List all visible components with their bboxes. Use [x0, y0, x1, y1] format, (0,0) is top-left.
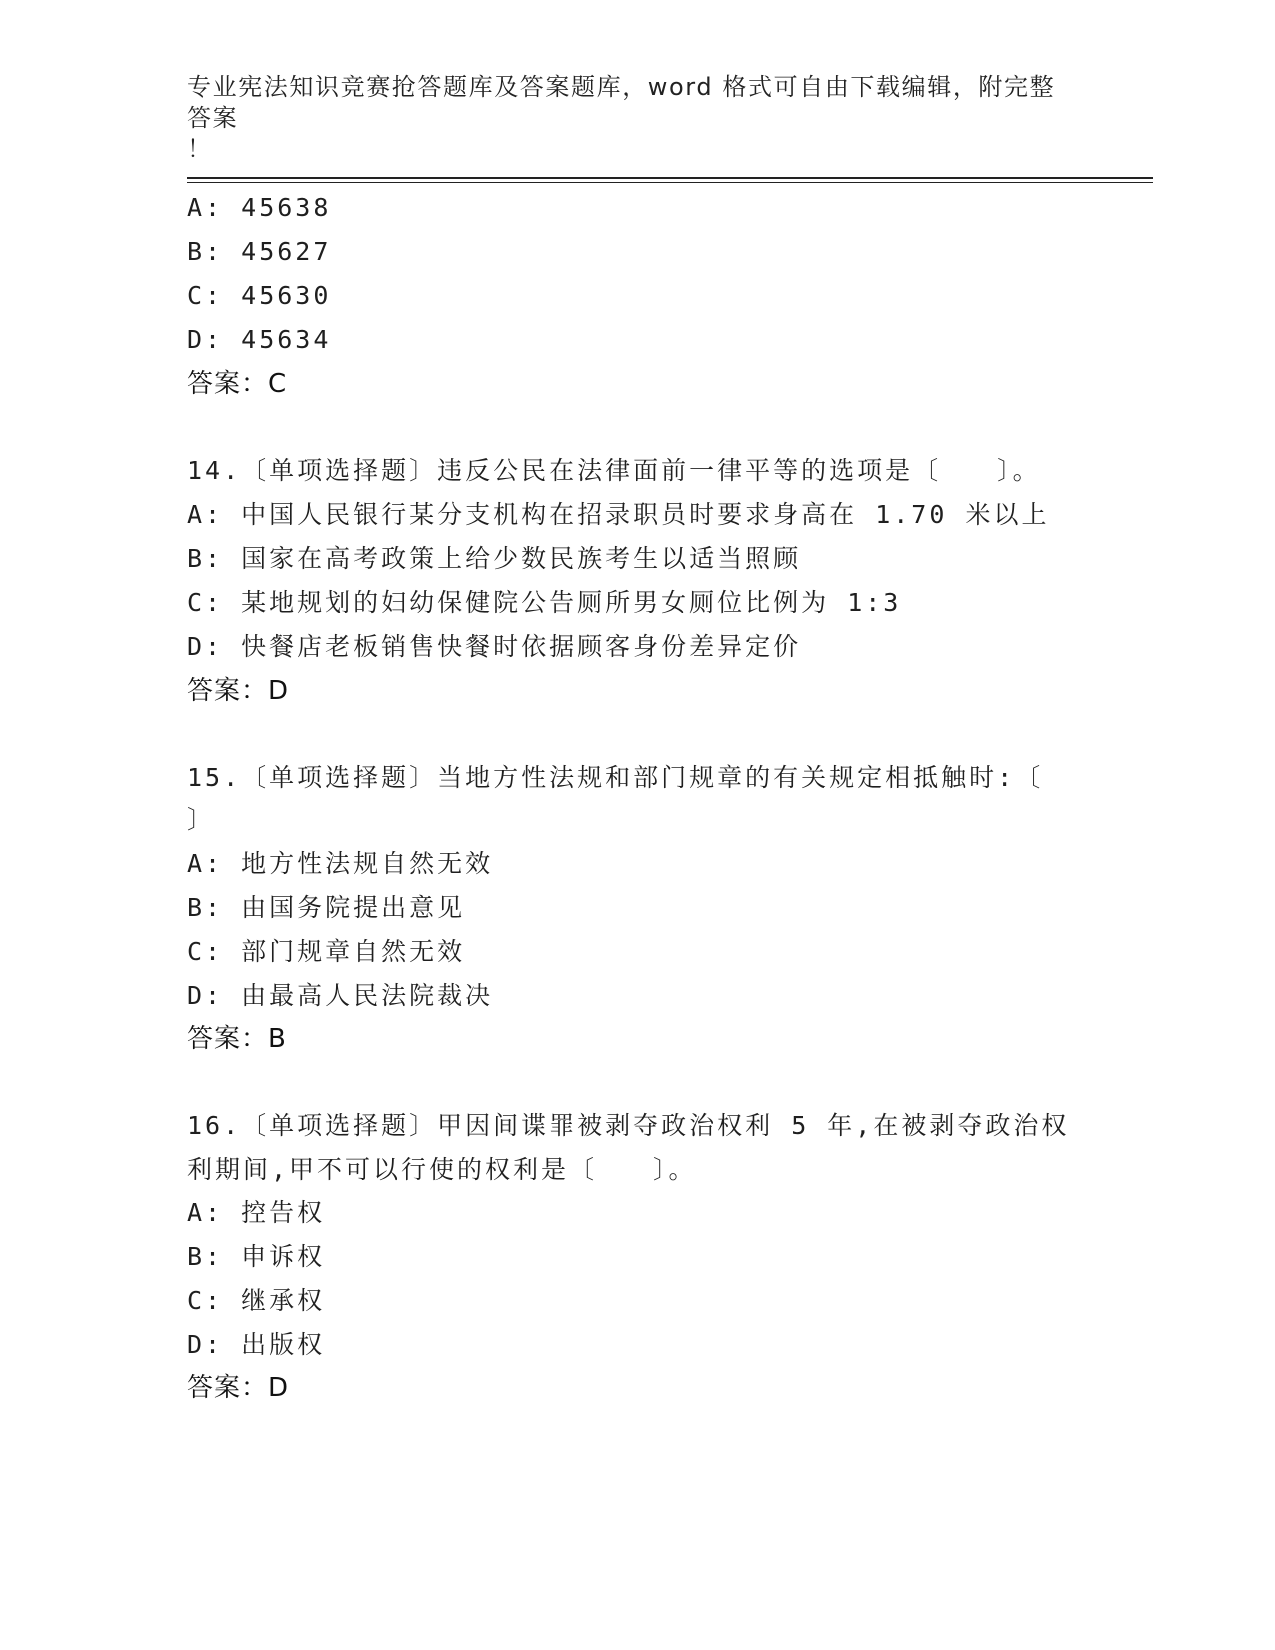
q15-option-b: B: 由国务院提出意见 [187, 893, 466, 922]
q16-answer: 答案：D [187, 1373, 290, 1403]
q13-option-a: A: 45638 [187, 193, 332, 222]
q15-answer: 答案：B [187, 1024, 287, 1054]
header-title: 专业宪法知识竞赛抢答题库及答案题库，word 格式可自由下载编辑，附完整答案 [187, 73, 1056, 132]
q14-answer: 答案：D [187, 676, 290, 706]
q16-question-line2: 利期间,甲不可以行使的权利是〔 〕。 [187, 1155, 697, 1184]
q13-option-c: C: 45630 [187, 281, 332, 310]
q16-question-line1: 16.〔单项选择题〕甲因间谍罪被剥夺政治权利 5 年,在被剥夺政治权 [187, 1111, 1070, 1140]
q13-answer: 答案：C [187, 369, 288, 399]
q14-option-c: C: 某地规划的妇幼保健院公告厕所男女厕位比例为 1:3 [187, 588, 902, 617]
q16-option-a: A: 控告权 [187, 1198, 326, 1227]
q14-option-b: B: 国家在高考政策上给少数民族考生以适当照顾 [187, 544, 802, 573]
q15-option-a: A: 地方性法规自然无效 [187, 849, 494, 878]
q16-option-d: D: 出版权 [187, 1330, 326, 1359]
q14-option-d: D: 快餐店老板销售快餐时依据顾客身份差异定价 [187, 632, 802, 661]
q15-question-line1: 15.〔单项选择题〕当地方性法规和部门规章的有关规定相抵触时:〔 [187, 763, 1044, 792]
q15-option-d: D: 由最高人民法院裁决 [187, 981, 494, 1010]
header-title-continuation: ！ [187, 135, 213, 163]
q14-option-a: A: 中国人民银行某分支机构在招录职员时要求身高在 1.70 米以上 [187, 500, 1050, 529]
document-header [187, 72, 1067, 165]
q15-option-c: C: 部门规章自然无效 [187, 937, 466, 966]
q16-option-b: B: 申诉权 [187, 1242, 326, 1271]
header-rule-thick [187, 177, 1153, 179]
q13-option-b: B: 45627 [187, 237, 332, 266]
q15-question-line2: 〕 [187, 805, 216, 834]
q16-option-c: C: 继承权 [187, 1286, 326, 1315]
q13-option-d: D: 45634 [187, 325, 332, 354]
header-rule-thin [187, 182, 1153, 183]
q14-question: 14.〔单项选择题〕违反公民在法律面前一律平等的选项是〔 〕。 [187, 456, 1041, 485]
